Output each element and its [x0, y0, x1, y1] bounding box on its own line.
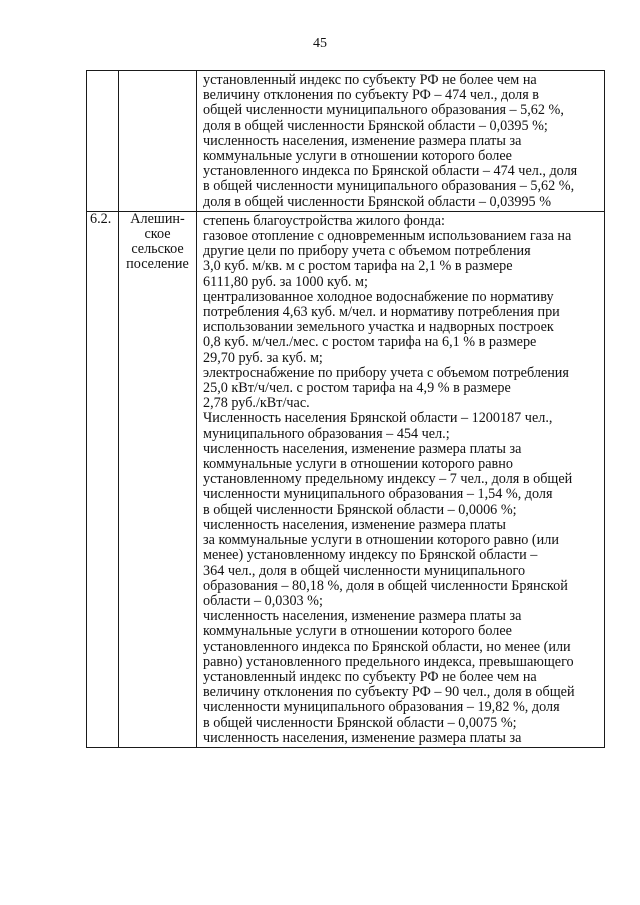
description-line: равно) установленного предельного индекса, превышающего: [203, 653, 574, 670]
description-line: потребления 4,63 куб. м/чел. и нормативу потребления при: [203, 304, 560, 321]
settlement-name-cell: [119, 71, 197, 212]
page-number: 45: [313, 36, 327, 51]
description-line: 3,0 куб. м/кв. м с ростом тарифа на 2,1 % в размере: [203, 258, 513, 275]
description-line: численность населения, изменение размера платы за: [203, 608, 522, 625]
description-cell: [197, 211, 605, 747]
description-line: степень благоустройства жилого фонда:: [203, 212, 445, 229]
description-line: Численность населения Брянской области – 1200187 чел.,: [203, 410, 553, 427]
description-text: [197, 212, 604, 747]
table-row: [87, 71, 605, 212]
settlement-name-cell: [119, 211, 197, 747]
description-line: величину отклонения по субъекту РФ – 474 чел., доля в: [203, 87, 539, 104]
description-line: установленный индекс по субъекту РФ не более чем на: [203, 72, 537, 88]
description-line: 2,78 руб./кВт/час.: [203, 395, 310, 412]
description-line: в общей численности Брянской области – 0,0075 %;: [203, 714, 517, 731]
description-line: установленного индекса по Брянской области – 474 чел., доля: [203, 163, 578, 180]
description-text: [197, 71, 604, 211]
description-line: электроснабжение по прибору учета с объемом потребления: [203, 364, 569, 381]
description-line: 0,8 куб. м/чел./мес. с ростом тарифа на 6,1 % в размере: [203, 334, 537, 351]
table-body: [87, 71, 605, 748]
description-line: другие цели по прибору учета с объемом потребления: [203, 243, 531, 260]
description-line: использовании земельного участка и надворных построек: [203, 319, 554, 336]
description-line: централизованное холодное водоснабжение по нормативу: [203, 288, 554, 305]
description-line: области – 0,0303 %;: [203, 592, 323, 609]
description-line: установленного индекса по Брянской области, но менее (или: [203, 638, 571, 655]
description-line: численность населения, изменение размера платы за: [203, 132, 522, 149]
description-line: коммунальные услуги в отношении которого равно: [203, 456, 513, 473]
description-line: численности муниципального образования – 1,54 %, доля: [203, 486, 553, 503]
row-number: 6.2.: [90, 210, 112, 227]
description-line: общей численности муниципального образования – 5,62 %,: [203, 102, 564, 119]
description-line: в общей численности муниципального образования – 5,62 %,: [203, 178, 575, 195]
description-line: численность населения, изменение размера платы: [203, 516, 506, 533]
description-line: в общей численности Брянской области – 0,0006 %;: [203, 501, 517, 518]
description-line: доля в общей численности Брянской области – 0,03995 %: [203, 193, 552, 210]
description-line: за коммунальные услуги в отношении которого равно (или: [203, 532, 559, 549]
description-line: численность населения, изменение размера платы за: [203, 440, 522, 457]
row-number-cell: [87, 211, 119, 747]
description-line: 29,70 руб. за куб. м;: [203, 349, 323, 366]
description-line: установленному предельному индексу – 7 чел., доля в общей: [203, 471, 573, 488]
description-line: 364 чел., доля в общей численности муниципального: [203, 562, 526, 579]
description-line: доля в общей численности Брянской области – 0,0395 %;: [203, 117, 548, 134]
description-line: величину отклонения по субъекту РФ – 90 чел., доля в общей: [203, 684, 575, 701]
description-line: коммунальные услуги в отношении которого более: [203, 623, 512, 640]
description-line: муниципального образования – 454 чел.;: [203, 425, 450, 442]
description-line: установленный индекс по субъекту РФ не более чем на: [203, 668, 537, 685]
description-line: менее) установленному индексу по Брянской области –: [203, 547, 538, 564]
description-line: коммунальные услуги в отношении которого более: [203, 148, 512, 165]
municipality-tariff-table: [86, 70, 605, 748]
description-line: 6111,80 руб. за 1000 куб. м;: [203, 273, 368, 290]
description-line: численности муниципального образования – 19,82 %, доля: [203, 699, 560, 716]
description-line: газовое отопление с одновременным использованием газа на: [203, 228, 572, 245]
table-row: [87, 211, 605, 747]
description-cell: [197, 71, 605, 212]
settlement-name-line: сельское: [131, 241, 184, 258]
settlement-name-line: ское: [144, 226, 171, 243]
row-number-cell: [87, 71, 119, 212]
description-line: образования – 80,18 %, доля в общей численности Брянской: [203, 577, 568, 594]
settlement-name-line: Алешин-: [130, 210, 185, 227]
settlement-name-line: поселение: [126, 256, 189, 273]
description-line: численность населения, изменение размера платы за: [203, 729, 522, 746]
description-line: 25,0 кВт/ч/чел. с ростом тарифа на 4,9 % в размере: [203, 380, 511, 397]
